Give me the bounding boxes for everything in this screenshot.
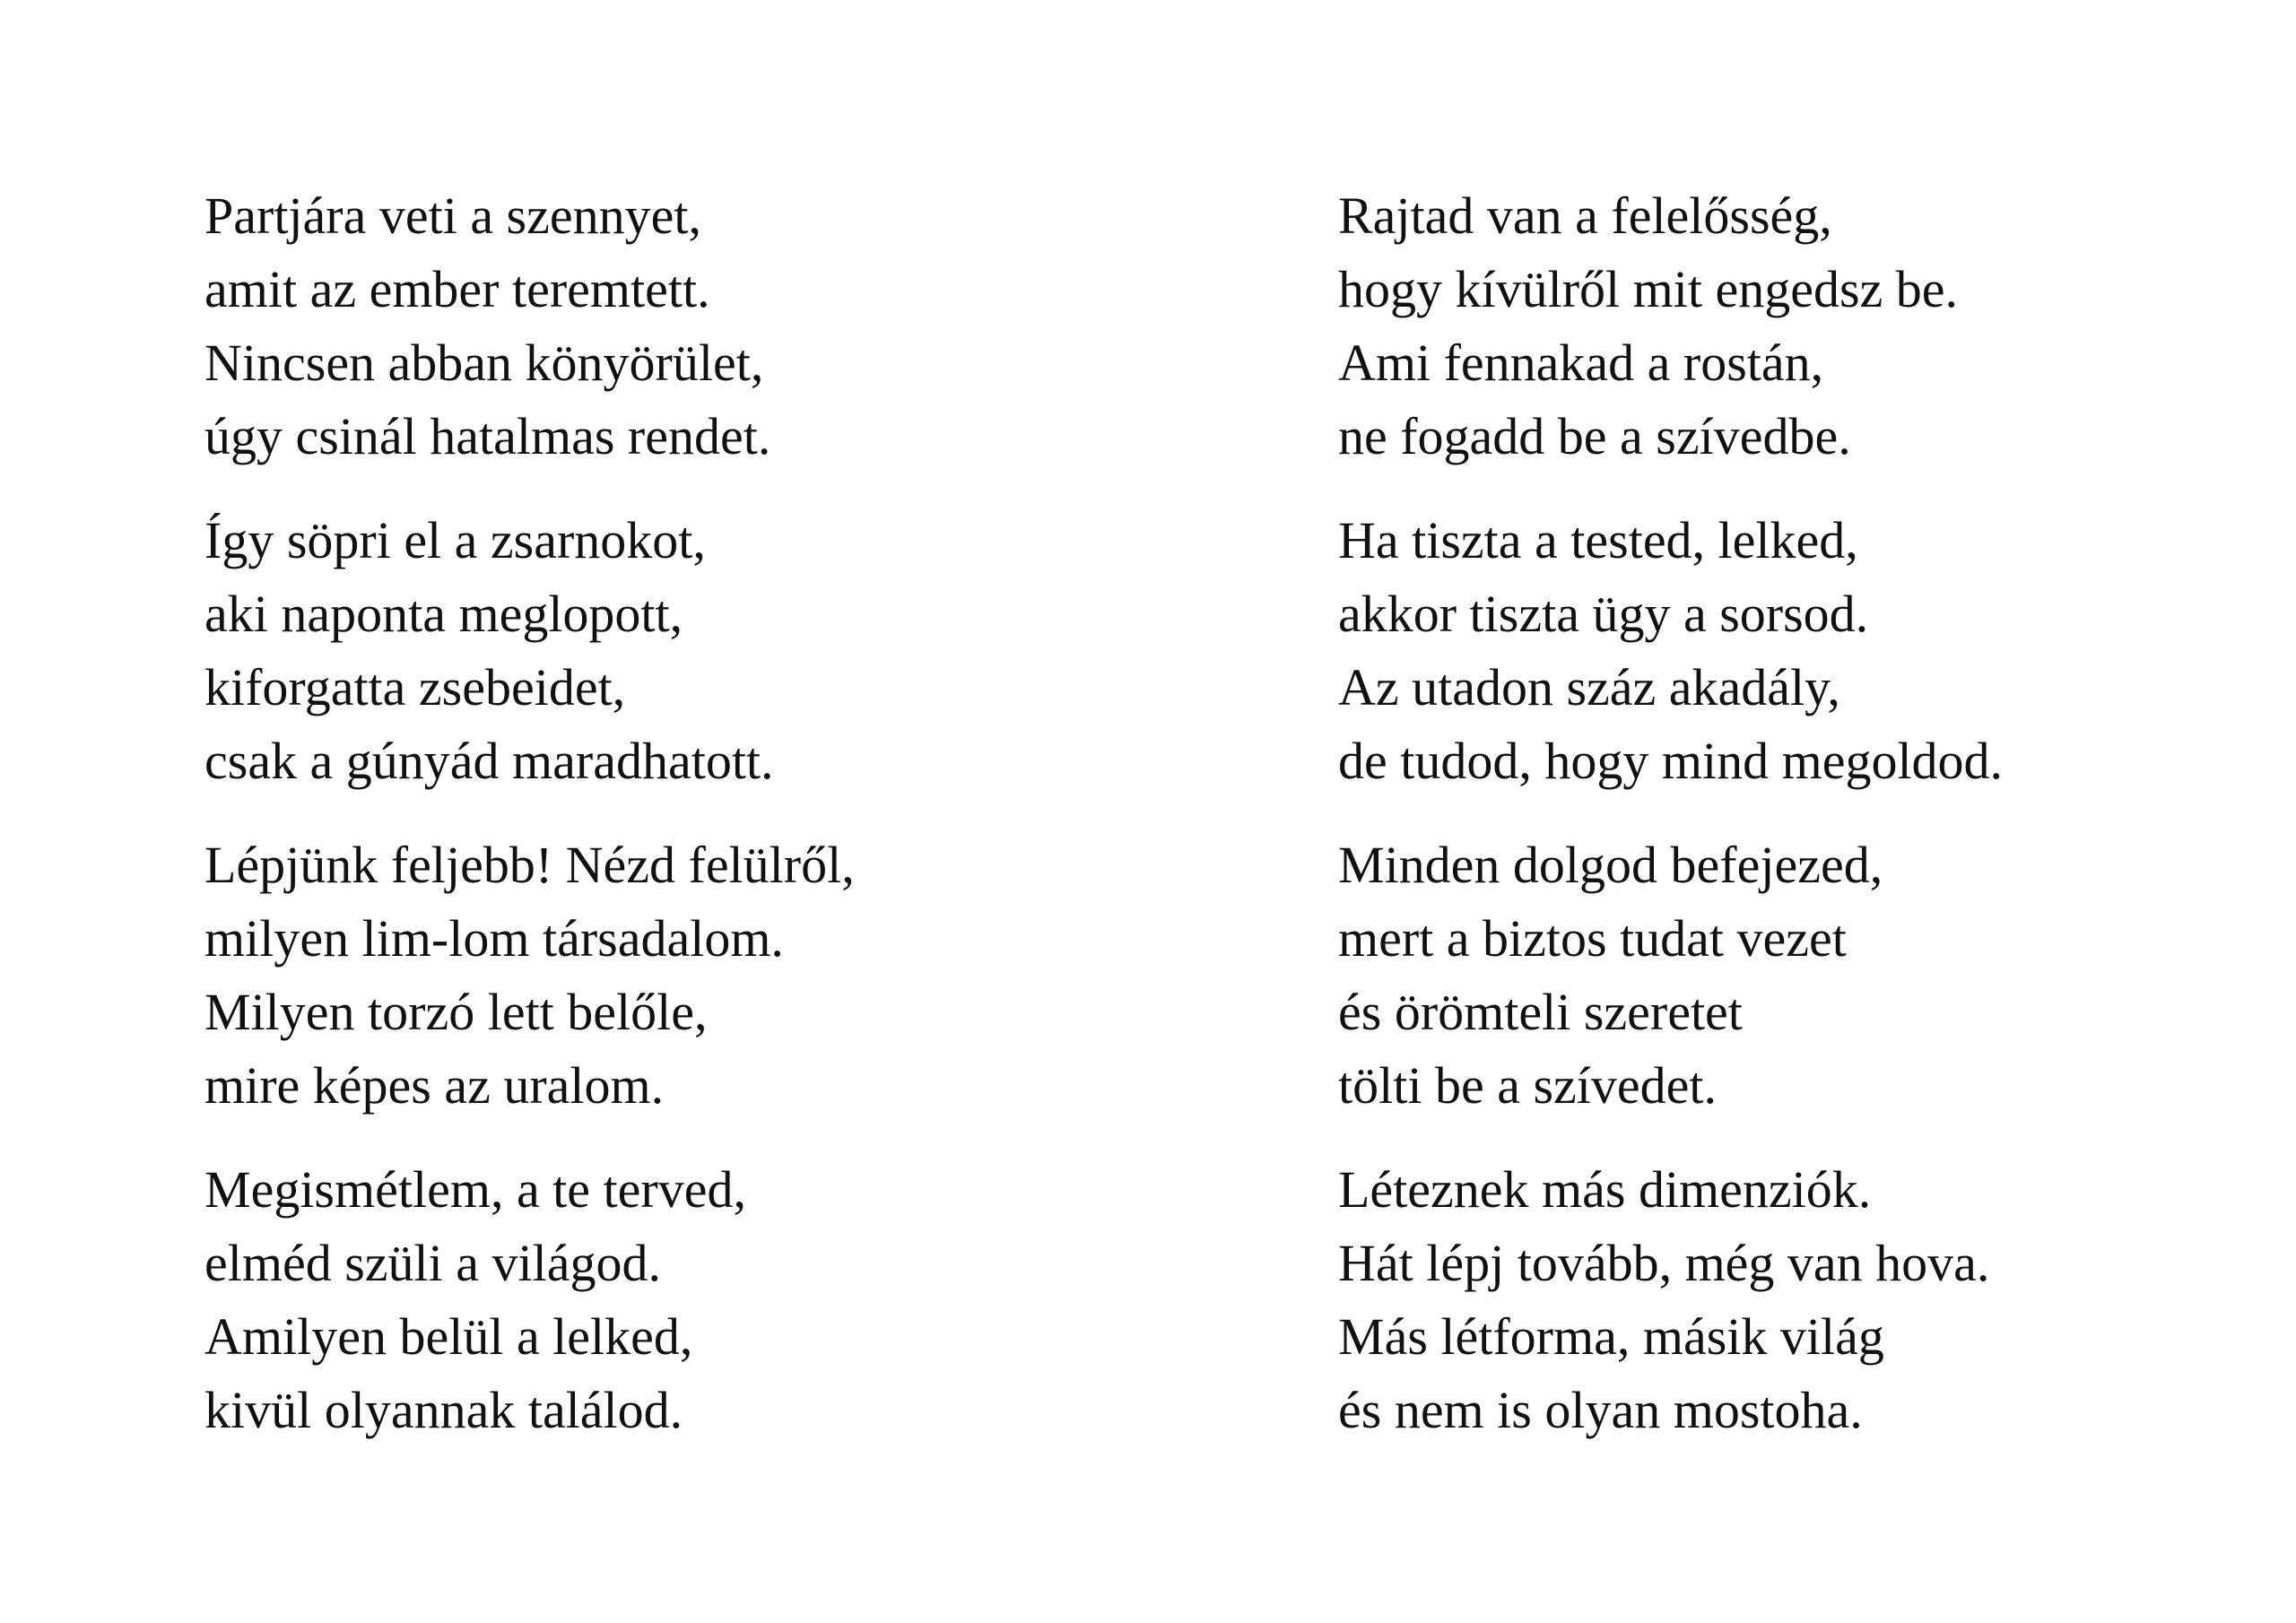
poem-line: kivül olyannak találod. [204,1381,683,1439]
poem-line: Partjára veti a szennyet, [204,187,701,245]
poem-line: és örömteli szeretet [1338,983,1743,1041]
poem-line: Amilyen belül a lelked, [204,1307,693,1366]
stanza [1338,1153,2003,1447]
poem-line: hogy kívülről mit engedsz be. [1338,260,1959,318]
poem-line: Rajtad van a felelősség, [1338,187,1832,245]
poem-line: Így söpri el a zsarnokot, [204,511,706,569]
poem-line: Ami fennakad a rostán, [1338,334,1824,392]
stanza [204,179,855,473]
left-column [204,179,855,1478]
poem-line: tölti be a szívedet. [1338,1056,1717,1115]
poem-line: Minden dolgod befejezed, [1338,836,1883,894]
poem-line: és nem is olyan mostoha. [1338,1381,1863,1439]
poem-line: Lépjünk feljebb! Nézd felülről, [204,836,855,894]
right-column [1338,179,2003,1478]
poem-line: mert a biztos tudat vezet [1338,909,1847,968]
poem-line: mire képes az uralom. [204,1056,665,1115]
poem-line: elméd szüli a világod. [204,1234,661,1292]
poem-line: úgy csinál hatalmas rendet. [204,407,771,465]
poem-line: akkor tiszta ügy a sorsod. [1338,585,1869,643]
stanza [1338,829,2003,1123]
poem-line: aki naponta meglopott, [204,585,683,643]
stanza [1338,504,2003,798]
poem-line: amit az ember teremtett. [204,260,710,318]
stanza [204,504,855,798]
poem-line: Nincsen abban könyörület, [204,334,764,392]
stanza [204,1153,855,1447]
poem-line: ne fogadd be a szívedbe. [1338,407,1851,465]
poem-line: milyen lim-lom társadalom. [204,909,784,968]
poem-line: Az utadon száz akadály, [1338,658,1840,716]
stanza [1338,179,2003,473]
poem-line: Ha tiszta a tested, lelked, [1338,511,1858,569]
poem-line: Léteznek más dimenziók. [1338,1160,1872,1219]
poem-line: Milyen torzó lett belőle, [204,983,708,1041]
poem-line: kiforgatta zsebeidet, [204,658,626,716]
poem-line: Hát lépj tovább, még van hova. [1338,1234,1990,1292]
poem-line: Más létforma, másik világ [1338,1307,1884,1366]
poem-line: csak a gúnyád maradhatott. [204,732,774,790]
stanza [204,829,855,1123]
poem-line: de tudod, hogy mind megoldod. [1338,732,2004,790]
poem-line: Megismétlem, a te terved, [204,1160,746,1219]
